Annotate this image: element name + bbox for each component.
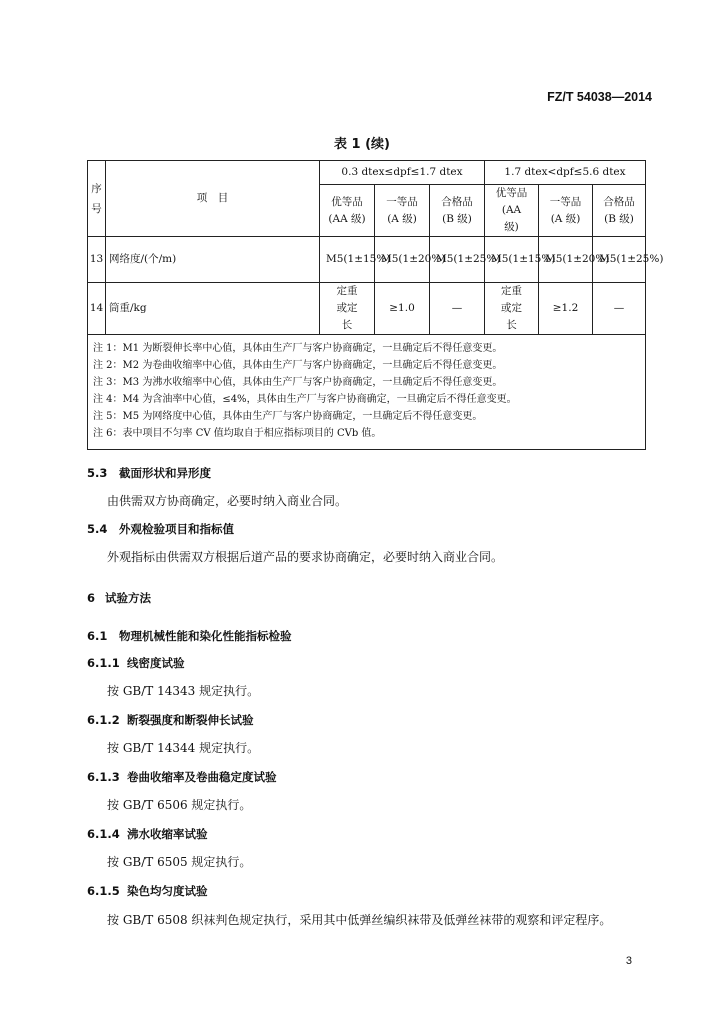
section-title: 沸水收缩率试验 [127,827,208,841]
section-title: 外观检验项目和指标值 [119,522,234,536]
section-number: 5.4 [87,522,108,536]
section-number: 6.1 [87,629,108,643]
section-title: 截面形状和异形度 [119,466,211,480]
section-number: 6 [87,591,96,605]
row-no: 14 [88,283,106,335]
section-heading [87,628,292,644]
section-title: 断裂强度和断裂伸长试验 [127,713,254,727]
section-title: 试验方法 [105,591,151,605]
table-note: 注 4：M4 为含油率中心值，≤4%，具体由生产厂与客户协商确定，一旦确定后不得任意变更。 [93,394,517,405]
table-row [88,283,646,335]
paragraph: 按 GB/T 14343 规定执行。 [107,684,260,698]
value-cell: M5(1±20%) [539,237,593,283]
section-heading [87,590,151,606]
section-heading [87,655,185,671]
table-note: 注 2：M2 为卷曲收缩率中心值，具体由生产厂与客户协商确定，一旦确定后不得任意变更。 [93,360,503,371]
section-heading [87,883,208,899]
table-note: 注 6：表中项目不匀率 CV 值均取自于相应指标项目的 CVb 值。 [93,428,382,439]
table-header-row [88,161,646,185]
grade-cell: 一等品(A 级) [375,185,430,237]
row-item: 网络度/(个/m) [106,237,320,283]
section-number: 6.1.2 [87,713,120,727]
table-note: 注 5：M5 为网络度中心值，具体由生产厂与客户协商确定，一旦确定后不得任意变更。 [93,411,483,422]
notes-cell [88,335,646,450]
grade-cell: 合格品(B 级) [430,185,485,237]
section-title: 线密度试验 [127,656,185,670]
value-cell: 定重或定长 [320,283,375,335]
notes-row [88,335,646,450]
value-cell: M5(1±25%) [430,237,485,283]
section-title: 卷曲收缩率及卷曲稳定度试验 [127,770,277,784]
table-note: 注 1：M1 为断裂伸长率中心值，具体由生产厂与客户协商确定，一旦确定后不得任意变更。 [93,343,503,354]
page-number: 3 [625,955,632,967]
section-heading [87,465,211,481]
section-number: 6.1.5 [87,884,120,898]
grade-cell: 优等品(AA 级) [320,185,375,237]
section-title: 物理机械性能和染化性能指标检验 [119,629,292,643]
paragraph: 按 GB/T 6505 规定执行。 [107,855,252,869]
row-item: 筒重/kg [106,283,320,335]
table-title: 表 1 (续) [334,137,390,152]
value-cell: — [593,283,646,335]
value-cell: 定重或定长 [485,283,539,335]
section-heading [87,521,234,537]
grade-cell: 一等品(A 级) [539,185,593,237]
value-cell: M5(1±20%) [375,237,430,283]
paragraph: 按 GB/T 14344 规定执行。 [107,741,260,755]
section-number: 6.1.4 [87,827,120,841]
value-cell: M5(1±25%) [593,237,646,283]
paragraph: 按 GB/T 6508 织袜判色规定执行，采用其中低弹丝编织袜带及低弹丝袜带的观察和评定程序。 [107,913,612,927]
section-number: 5.3 [87,466,108,480]
section-heading [87,769,277,785]
value-cell: ≥1.2 [539,283,593,335]
row-no: 13 [88,237,106,283]
col-item-header: 项 目 [106,161,320,237]
paragraph: 按 GB/T 6506 规定执行。 [107,798,252,812]
section-number: 6.1.1 [87,656,120,670]
section-heading [87,712,254,728]
group2-header: 1.7 dtex<dpf≤5.6 dtex [485,161,646,185]
value-cell: — [430,283,485,335]
table-note: 注 3：M3 为沸水收缩率中心值，具体由生产厂与客户协商确定，一旦确定后不得任意变更。 [93,377,503,388]
section-heading [87,826,208,842]
standard-code: FZ/T 54038—2014 [547,90,652,104]
col-no-header: 序号 [88,161,106,237]
section-title: 染色均匀度试验 [127,884,208,898]
grade-cell: 优等品(AA 级) [485,185,539,237]
grade-cell: 合格品(B 级) [593,185,646,237]
paragraph: 外观指标由供需双方根据后道产品的要求协商确定，必要时纳入商业合同。 [107,550,504,564]
paragraph: 由供需双方协商确定，必要时纳入商业合同。 [107,494,348,508]
table-row [88,237,646,283]
value-cell: M5(1±15%) [485,237,539,283]
spec-table [87,160,664,450]
group1-header: 0.3 dtex≤dpf≤1.7 dtex [320,161,485,185]
value-cell: ≥1.0 [375,283,430,335]
value-cell: M5(1±15%) [320,237,375,283]
section-number: 6.1.3 [87,770,120,784]
